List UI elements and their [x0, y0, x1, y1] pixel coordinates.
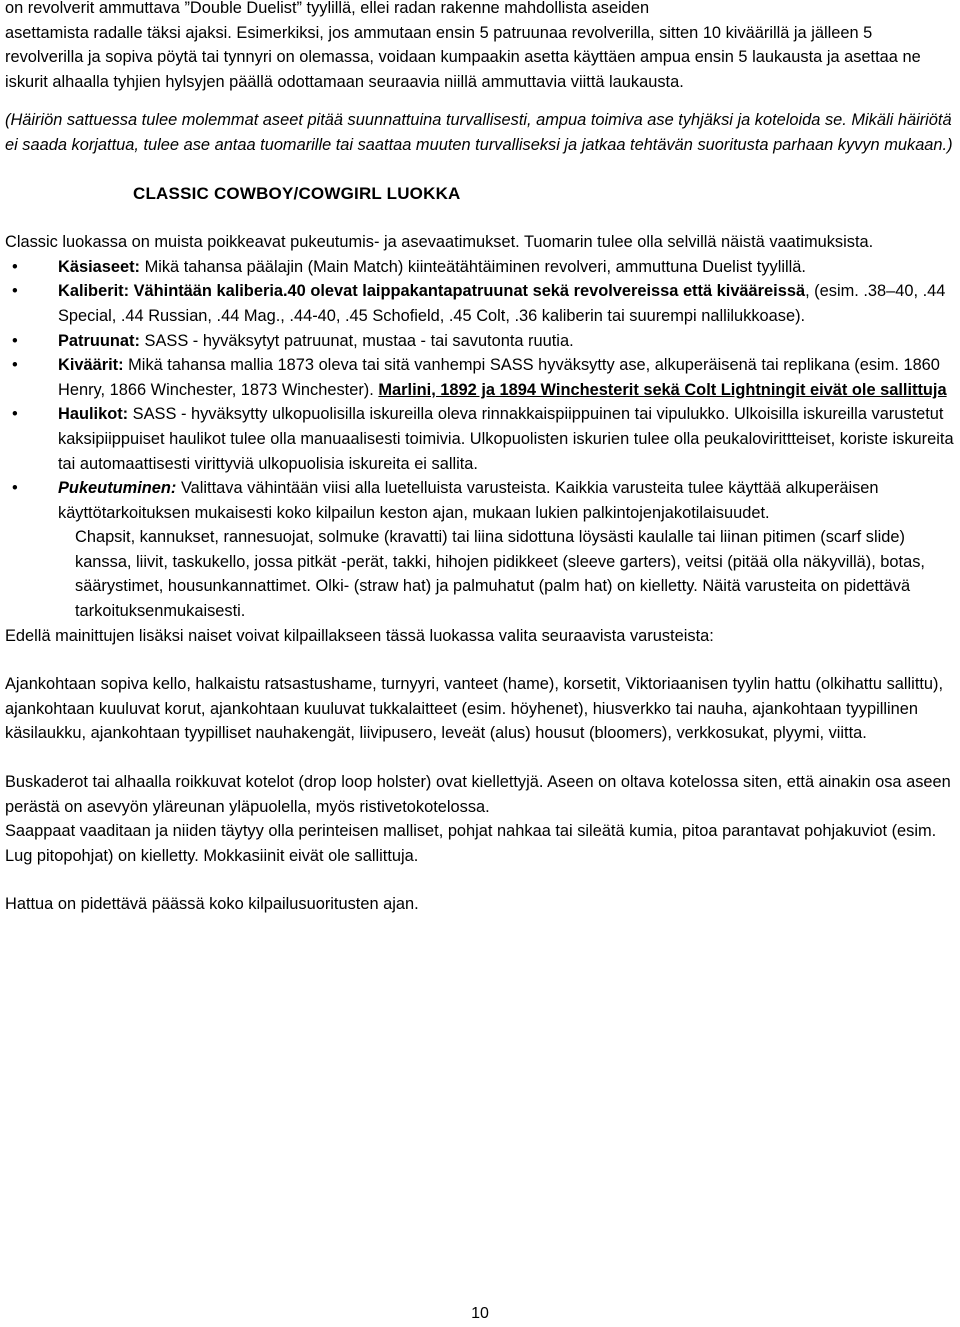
rule-kasiaseet: [5, 255, 955, 280]
document-page: [5, 0, 955, 917]
rule-kivaarit: [5, 353, 955, 402]
malfunction-note: [5, 108, 955, 157]
malfunction-note-part-1: (Häiriön sattuessa tulee molemmat aseet pitää suunnattuina turvallisesti, ampua toimiva ase tyhjäksi ja koteloida se.: [5, 111, 847, 130]
rule-bold-text: .40 olevat laippakantapatruunat sekä revolvereissa että kivääreissä: [283, 282, 806, 301]
intro-rest: asettamista radalle täksi ajaksi. Esimerkiksi, jos ammutaan ensin 5 patruunaa revolverilla, sitten 10 kiväärillä ja jälleen 5 revolverilla ja sopiva pöytä tai tynnyri on olemassa, voidaan kumpaakin asetta käyttäen ampua ensin 5 laukausta ja asettaa ne iskurit alhaalla tyhjien hylsyjen päällä odottamaan seuraavia niillä ammuttavia viittä laukausta.: [5, 23, 921, 91]
rule-text: Mikä tahansa mallia 1873 oleva tai sitä vanhempi SASS hyväksytty ase, alkuperäisenä tai replikana (esim. 1860 Henry, 1866 Winchester, 1873 Winchester).: [58, 356, 940, 399]
women-intro: Edellä mainittujen lisäksi naiset voivat kilpaillakseen tässä luokassa valita seuraavista varusteista:: [5, 626, 714, 645]
page-number: 10: [471, 1305, 489, 1322]
intro-paragraph: [5, 0, 955, 94]
holster-rules: Buskaderot tai alhaalla roikkuvat kotelot (drop loop holster) ovat kiellettyjä. Aseen on oltava kotelossa siten, että ainakin osa aseen perästä on asevyön yläreunan yläpuolella, myös ristivetokotelossa.: [5, 773, 951, 816]
bullet-icon: •: [12, 282, 18, 301]
bullet-icon: •: [12, 331, 18, 350]
rule-text: SASS - hyväksytyt patruunat, mustaa - tai savutonta ruutia.: [139, 331, 574, 350]
rule-text: , (esim. .38–40, .44 Special, .44 Russian, .44 Mag., .44-40, .45 Schofield, .45 Colt, .36 kaliberin tai suurempi nallilukkoase).: [58, 282, 946, 325]
rule-underlined-text: Marlini, 1892 ja 1894 Winchesterit sekä Colt Lightningit eivät ole sallittuja: [378, 380, 947, 399]
rules-list: [5, 255, 955, 526]
malfunction-note-part-2: Mikäli häiriötä ei saada korjattua, tulee ase antaa tuomarille tai saattaa muuten turvalliseksi ja jatkaa tehtävän suoritusta parhaan kyvyn mukaan.): [5, 111, 953, 154]
rule-label: Patruunat:: [58, 331, 140, 350]
rule-text: SASS - hyväksytty ulkopuolisilla iskureilla oleva rinnakkaispiippuinen tai vipulukko. Ulkoisilla iskureilla varustetut kaksipiippuiset haulikot tulee olla manuaalisesti toimivia. Ulkopuolisten iskurien tulee olla peukalovirittteiset, koriste iskureita tai automaattisesti virittyviä ulkopuolisia iskureita ei sallita.: [58, 405, 954, 473]
rule-text: Mikä tahansa päälajin (Main Match) kiinteätähtäiminen revolveri, ammuttuna Duelist tyylillä.: [140, 257, 806, 276]
rule-label: Käsiaseet:: [58, 257, 141, 276]
rule-text: Valittava vähintään viisi alla luetelluista varusteista. Kaikkia varusteita tulee käyttää alkuperäisen käyttötarkoituksen mukaisesti koko kilpailun keston ajan, mukaan lukien palkintojenjakotilaisuudet.: [58, 479, 879, 522]
rule-label: Pukeutuminen:: [58, 479, 177, 498]
bullet-icon: •: [12, 405, 18, 424]
rule-patruunat: [5, 329, 955, 354]
section-intro: Classic luokassa on muista poikkeavat pukeutumis- ja asevaatimukset. Tuomarin tulee olla selvillä näistä vaatimuksista.: [5, 233, 874, 252]
rule-label: Kiväärit:: [58, 356, 124, 375]
bullet-icon: •: [12, 356, 18, 375]
rule-kaliberit: [5, 279, 955, 328]
bullet-icon: •: [12, 257, 18, 276]
section-heading: CLASSIC COWBOY/COWGIRL LUOKKA: [133, 183, 461, 203]
boot-rules: Saappaat vaaditaan ja niiden täytyy olla perinteisen malliset, pohjat nahkaa tai sileätä kumia, pitoa parantavat pohjakuviot (esim. Lug pitopohjat) on kielletty. Mokkasiinit eivät ole sallittuja.: [5, 822, 937, 865]
intro-line-1: on revolverit ammuttava ”Double Duelist” tyylillä, ellei radan rakenne mahdollista aseiden: [5, 0, 650, 17]
clothing-list: Chapsit, kannukset, rannesuojat, solmuke (kravatti) tai liina sidottuna löysästi kaulalle tai liinan pitimen (scarf slide) kanssa, liivit, taskukello, jossa pitkät -perät, takki, hihojen pidikkeet (sleeve garters), veitsi (pitää olla näkyvillä), botas, säärystimet, housunkannattimet. Olki- (straw hat) ja palmuhatut (palm hat) on kielletty. Näitä varusteita on pidettävä tarkoituksenmukaisesti.: [75, 528, 925, 621]
women-items: Ajankohtaan sopiva kello, halkaistu ratsastushame, turnyyri, vanteet (hame), korsetit, Viktoriaanisen tyylin hattu (olkihattu sallittu), ajankohtaan kuuluvat korut, ajankohtaan kuuluvat tukkalaitteet (esim. höyhenet), hiusverkko tai nauha, ajankohtaan tyypillinen käsilaukku, ajankohtaan tyypilliset nauhakengät, liivipusero, leveät (alus) housut (bloomers), verkkosukat, plyymi, viitta.: [5, 675, 944, 743]
rule-pukeutuminen: [5, 476, 955, 525]
rule-haulikot: [5, 402, 955, 476]
rule-label: Kaliberit: Vähintään kaliberia: [58, 282, 283, 301]
bullet-icon: •: [12, 479, 18, 498]
hat-rule: Hattua on pidettävä päässä koko kilpailusuoritusten ajan.: [5, 895, 419, 914]
rule-label: Haulikot:: [58, 405, 129, 424]
